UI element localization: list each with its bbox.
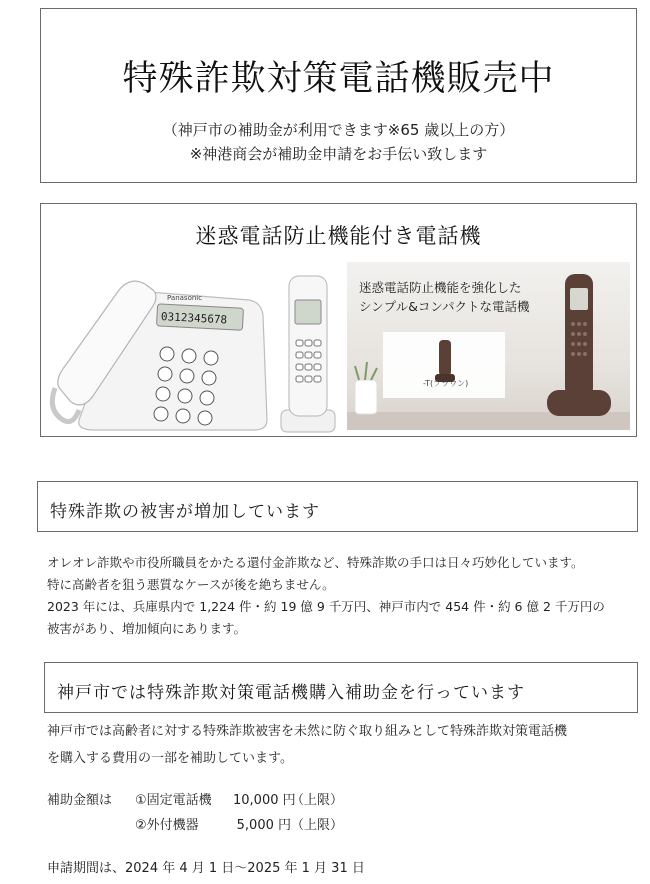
subsidy-row (47, 788, 343, 813)
subsidy-label: 補助金額は (47, 793, 113, 808)
subsidy-item-note: （上限） (291, 818, 344, 833)
photo-caption-line-1: 迷惑電話防止機能を強化した (359, 280, 522, 295)
subsidy-item-note: （上限） (291, 793, 344, 808)
page-title: 特殊詐欺対策電話機販売中 (122, 59, 555, 99)
paragraph-line: オレオレ詐欺や市役所職員をかたる還付金詐欺など、特殊詐欺の手口は日々巧妙化しています。 (47, 555, 584, 570)
subsidy-paragraph (47, 718, 567, 772)
subsidy-amounts (47, 788, 343, 838)
header-subtitle-1: （神戸市の補助金が利用できます※65 歳以上の方） (162, 121, 515, 139)
section-heading-subsidy (44, 662, 638, 713)
subsidy-item-name: ①固定電話機 (135, 793, 212, 808)
cordless-phone-photo (347, 262, 630, 430)
fraud-paragraph (47, 552, 605, 640)
subsidy-item-name: ②外付機器 (135, 818, 199, 833)
inset-label: -T(ブラウン) (423, 379, 469, 388)
header-subtitle-2: ※神港商会が補助金申請をお手伝い致します (189, 145, 488, 163)
paragraph-line: 神戸市では高齢者に対する特殊詐欺被害を未然に防ぐ取り組みとして特殊詐欺対策電話機 (47, 724, 568, 739)
desk-scene-image (347, 262, 630, 430)
section-title: 神戸市では特殊詐欺対策電話機購入補助金を行っています (57, 683, 525, 703)
paragraph-line: 特に高齢者を狙う悪質なケースが後を絶ちません。 (47, 577, 335, 592)
phone-display-text: 0312345678 (160, 310, 228, 327)
phone-brand-text: Panasonic (167, 294, 203, 302)
header-box (40, 8, 637, 183)
application-period: 申請期間は、2024 年 4 月 1 日～2025 年 1 月 31 日 (47, 861, 365, 876)
product-box (40, 203, 637, 437)
paragraph-line: 2023 年には、兵庫県内で 1,224 件・約 19 億 9 千万円、神戸市内で 454 件・約 6 億 2 千万円の (47, 599, 605, 614)
paragraph-line: を購入する費用の一部を補助しています。 (47, 751, 293, 766)
photo-caption-line-2: シンプル&コンパクトな電話機 (359, 299, 530, 314)
subsidy-row (47, 813, 343, 838)
subsidy-item-amount: 10,000 円 (233, 793, 296, 808)
landline-phone-image (49, 270, 339, 435)
subsidy-item-amount: 5,000 円 (236, 818, 291, 833)
section-title: 特殊詐欺の被害が増加しています (50, 502, 320, 522)
paragraph-line: 被害があり、増加傾向にあります。 (47, 621, 247, 636)
section-heading-fraud-increase (37, 481, 638, 532)
product-title: 迷惑電話防止機能付き電話機 (195, 224, 482, 248)
